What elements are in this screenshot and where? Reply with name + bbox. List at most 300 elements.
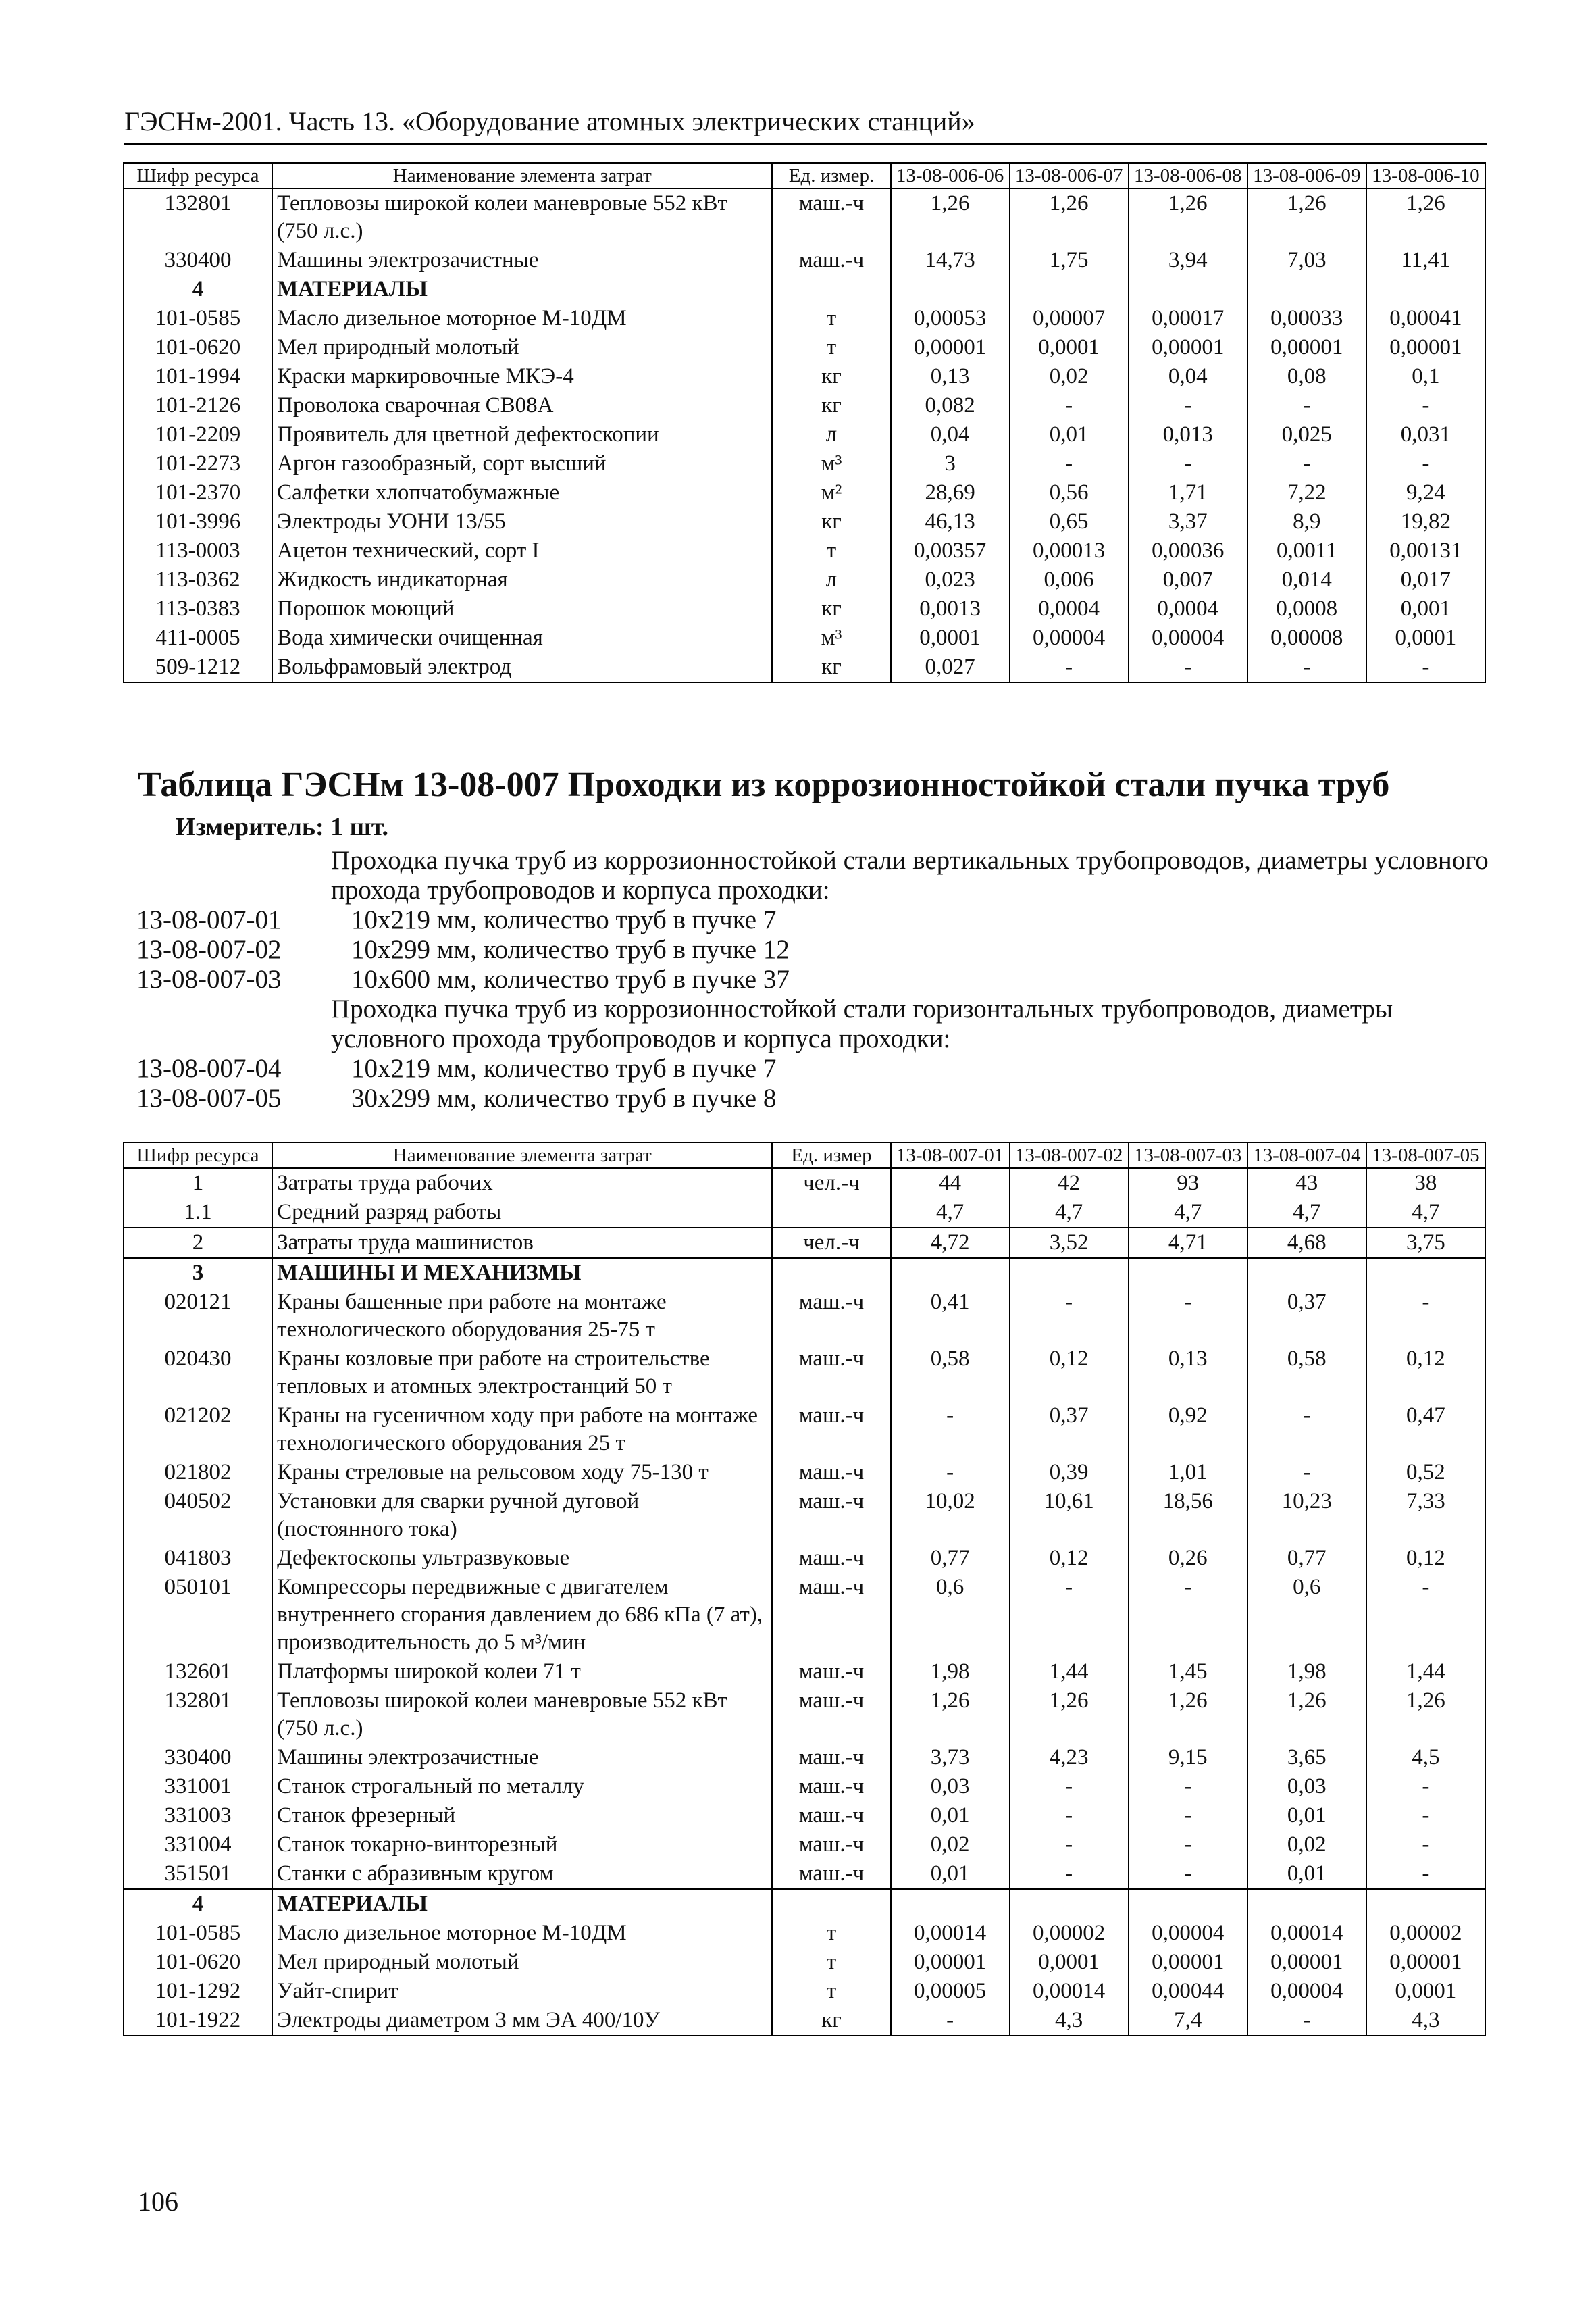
consumption-value-cell xyxy=(1129,1889,1247,1919)
unit-cell: маш.-ч xyxy=(772,246,890,275)
consumption-value-cell: 43 xyxy=(1247,1168,1366,1198)
consumption-value-cell: - xyxy=(1129,1772,1247,1801)
consumption-value-cell: 4,23 xyxy=(1010,1743,1129,1772)
consumption-value-cell: - xyxy=(1247,1401,1366,1458)
unit-cell: м² xyxy=(772,478,890,507)
norm-description: 10х600 мм, количество труб в пучке 37 xyxy=(351,965,790,994)
consumption-value-cell xyxy=(891,1258,1010,1288)
table-row xyxy=(124,1772,1485,1801)
consumption-value-cell: - xyxy=(1129,449,1247,478)
header-norm-code: 13-08-006-08 xyxy=(1129,163,1247,188)
consumption-value-cell: - xyxy=(1366,1801,1485,1830)
unit-cell: т xyxy=(772,304,890,333)
cost-element-name-cell: Тепловозы широкой колеи маневровые 552 кВт (750 л.с.) xyxy=(272,188,772,246)
cost-element-name-cell: Ацетон технический, сорт I xyxy=(272,536,772,565)
cost-element-name-cell: Краны стреловые на рельсовом ходу 75-130 т xyxy=(272,1458,772,1487)
consumption-value-cell: 0,007 xyxy=(1129,565,1247,595)
norm-code: 13-08-007-02 xyxy=(136,935,282,964)
consumption-value-cell: 0,37 xyxy=(1247,1288,1366,1344)
consumption-value-cell: 0,12 xyxy=(1366,1344,1485,1401)
resource-table-13-08-007 xyxy=(123,1142,1486,2036)
consumption-value-cell: 0,00017 xyxy=(1129,304,1247,333)
consumption-value-cell: 0,01 xyxy=(1010,420,1129,449)
resource-code-cell: 101-2126 xyxy=(124,391,272,420)
cost-element-name-cell: Уайт-спирит xyxy=(272,1977,772,2006)
consumption-value-cell: 1,75 xyxy=(1010,246,1129,275)
consumption-value-cell: 11,41 xyxy=(1366,246,1485,275)
table-row xyxy=(124,1830,1485,1859)
consumption-value-cell: 0,41 xyxy=(891,1288,1010,1344)
table-row xyxy=(124,246,1485,275)
consumption-value-cell: 0,58 xyxy=(1247,1344,1366,1401)
header-norm-code: 13-08-007-05 xyxy=(1366,1142,1485,1168)
table-row xyxy=(124,653,1485,682)
table-row xyxy=(124,391,1485,420)
resource-code-cell: 021202 xyxy=(124,1401,272,1458)
consumption-value-cell: - xyxy=(1010,653,1129,682)
cost-element-name-cell: Дефектоскопы ультразвуковые xyxy=(272,1544,772,1573)
consumption-value-cell: 10,23 xyxy=(1247,1487,1366,1544)
resource-code-cell: 101-0620 xyxy=(124,333,272,362)
consumption-value-cell: - xyxy=(1366,449,1485,478)
consumption-value-cell: - xyxy=(1129,1859,1247,1889)
norm-code: 13-08-007-05 xyxy=(136,1084,282,1113)
unit-cell: кг xyxy=(772,391,890,420)
consumption-value-cell: 0,01 xyxy=(891,1801,1010,1830)
consumption-value-cell: 0,56 xyxy=(1010,478,1129,507)
unit-cell: маш.-ч xyxy=(772,1487,890,1544)
consumption-value-cell: 7,4 xyxy=(1129,2006,1247,2036)
consumption-value-cell: 46,13 xyxy=(891,507,1010,536)
consumption-value-cell: 4,7 xyxy=(891,1198,1010,1228)
table-row xyxy=(124,1859,1485,1889)
unit-cell: кг xyxy=(772,2006,890,2036)
cost-element-name-cell: МАШИНЫ И МЕХАНИЗМЫ xyxy=(272,1258,772,1288)
consumption-value-cell: 0,52 xyxy=(1366,1458,1485,1487)
consumption-value-cell: 0,08 xyxy=(1247,362,1366,391)
consumption-value-cell: 0,027 xyxy=(891,653,1010,682)
resource-code-cell: 132801 xyxy=(124,1686,272,1743)
resource-table-13-08-006 xyxy=(123,162,1486,683)
unit-cell: м³ xyxy=(772,449,890,478)
unit-cell: маш.-ч xyxy=(772,1544,890,1573)
cost-element-name-cell: Аргон газообразный, сорт высший xyxy=(272,449,772,478)
table-row xyxy=(124,2006,1485,2036)
consumption-value-cell: - xyxy=(1247,2006,1366,2036)
consumption-value-cell: 0,00014 xyxy=(1010,1977,1129,2006)
consumption-value-cell: 0,02 xyxy=(1010,362,1129,391)
unit-cell xyxy=(772,1258,890,1288)
table-section-row xyxy=(124,1889,1485,1919)
consumption-value-cell: 1,26 xyxy=(1010,1686,1129,1743)
consumption-value-cell: 7,22 xyxy=(1247,478,1366,507)
consumption-value-cell: 1,98 xyxy=(1247,1657,1366,1686)
consumption-value-cell: 0,00131 xyxy=(1366,536,1485,565)
consumption-value-cell xyxy=(1010,275,1129,304)
consumption-value-cell: 0,04 xyxy=(891,420,1010,449)
cost-element-name-cell: Машины электрозачистные xyxy=(272,1743,772,1772)
norm-description: 10х219 мм, количество труб в пучке 7 xyxy=(351,905,777,934)
consumption-value-cell: 1,98 xyxy=(891,1657,1010,1686)
consumption-value-cell: 0,00004 xyxy=(1129,624,1247,653)
cost-element-name-cell: Масло дизельное моторное М-10ДМ xyxy=(272,1919,772,1948)
cost-element-name-cell: Компрессоры передвижные с двигателем внутреннего сгорания давлением до 686 кПа (7 ат), производительность до 5 м³/мин xyxy=(272,1573,772,1657)
consumption-value-cell: 3,94 xyxy=(1129,246,1247,275)
table-row xyxy=(124,1573,1485,1657)
consumption-value-cell: 0,001 xyxy=(1366,595,1485,624)
resource-code-cell: 101-3996 xyxy=(124,507,272,536)
header-norm-code: 13-08-007-03 xyxy=(1129,1142,1247,1168)
consumption-value-cell: 1,26 xyxy=(1247,188,1366,246)
consumption-value-cell: 0,00005 xyxy=(891,1977,1010,2006)
consumption-value-cell: 0,13 xyxy=(1129,1344,1247,1401)
table-row xyxy=(124,1198,1485,1228)
consumption-value-cell xyxy=(1010,1258,1129,1288)
consumption-value-cell: - xyxy=(1129,653,1247,682)
consumption-value-cell: 0,031 xyxy=(1366,420,1485,449)
table-row xyxy=(124,420,1485,449)
unit-cell: маш.-ч xyxy=(772,1573,890,1657)
consumption-value-cell: 0,023 xyxy=(891,565,1010,595)
consumption-value-cell: 0,0001 xyxy=(891,624,1010,653)
unit-cell: маш.-ч xyxy=(772,1743,890,1772)
table-row xyxy=(124,1977,1485,2006)
consumption-value-cell: - xyxy=(1010,391,1129,420)
resource-code-cell: 4 xyxy=(124,275,272,304)
consumption-value-cell: 4,7 xyxy=(1010,1198,1129,1228)
consumption-value-cell: 0,12 xyxy=(1366,1544,1485,1573)
consumption-value-cell: 0,0011 xyxy=(1247,536,1366,565)
cost-element-name-cell: Станки с абразивным кругом xyxy=(272,1859,772,1889)
consumption-value-cell: 0,02 xyxy=(1247,1830,1366,1859)
resource-code-cell: 020430 xyxy=(124,1344,272,1401)
resource-code-cell: 330400 xyxy=(124,246,272,275)
consumption-value-cell: - xyxy=(1366,1859,1485,1889)
consumption-value-cell: 1,26 xyxy=(1010,188,1129,246)
consumption-value-cell: 3,75 xyxy=(1366,1228,1485,1258)
consumption-value-cell: 0,00007 xyxy=(1010,304,1129,333)
consumption-value-cell: 9,24 xyxy=(1366,478,1485,507)
header-resource-code: Шифр ресурса xyxy=(124,163,272,188)
resource-code-cell: 113-0003 xyxy=(124,536,272,565)
consumption-value-cell: 0,47 xyxy=(1366,1401,1485,1458)
unit-cell: маш.-ч xyxy=(772,1288,890,1344)
consumption-value-cell xyxy=(1247,1258,1366,1288)
cost-element-name-cell: Краны на гусеничном ходу при работе на монтаже технологического оборудования 25 т xyxy=(272,1401,772,1458)
cost-element-name-cell: Затраты труда машинистов xyxy=(272,1228,772,1258)
consumption-value-cell: 4,72 xyxy=(891,1228,1010,1258)
consumption-value-cell: 4,7 xyxy=(1366,1198,1485,1228)
unit-cell: маш.-ч xyxy=(772,1686,890,1743)
resource-code-cell: 113-0362 xyxy=(124,565,272,595)
unit-cell: т xyxy=(772,1948,890,1977)
consumption-value-cell: 0,26 xyxy=(1129,1544,1247,1573)
unit-cell: т xyxy=(772,1919,890,1948)
resource-code-cell: 331004 xyxy=(124,1830,272,1859)
table-row xyxy=(124,1919,1485,1948)
cost-element-name-cell: Жидкость индикаторная xyxy=(272,565,772,595)
unit-cell: т xyxy=(772,536,890,565)
header-norm-code: 13-08-006-07 xyxy=(1010,163,1129,188)
consumption-value-cell: 3,73 xyxy=(891,1743,1010,1772)
unit-cell: маш.-ч xyxy=(772,1458,890,1487)
consumption-value-cell: - xyxy=(1366,653,1485,682)
unit-cell: л xyxy=(772,420,890,449)
consumption-value-cell: - xyxy=(1366,391,1485,420)
consumption-value-cell: 1,26 xyxy=(891,188,1010,246)
table-row xyxy=(124,1401,1485,1458)
consumption-value-cell: 0,013 xyxy=(1129,420,1247,449)
unit-cell: маш.-ч xyxy=(772,1344,890,1401)
unit-cell: маш.-ч xyxy=(772,1772,890,1801)
resource-code-cell: 509-1212 xyxy=(124,653,272,682)
resource-code-cell: 330400 xyxy=(124,1743,272,1772)
consumption-value-cell: 3,52 xyxy=(1010,1228,1129,1258)
cost-element-name-cell: Машины электрозачистные xyxy=(272,246,772,275)
consumption-value-cell: 0,00357 xyxy=(891,536,1010,565)
cost-element-name-cell: Проволока сварочная СВ08А xyxy=(272,391,772,420)
consumption-value-cell: 0,00004 xyxy=(1010,624,1129,653)
consumption-value-cell: 44 xyxy=(891,1168,1010,1198)
norm-code: 13-08-007-01 xyxy=(136,905,282,934)
cost-element-name-cell: Масло дизельное моторное М-10ДМ xyxy=(272,304,772,333)
table-row xyxy=(124,1743,1485,1772)
consumption-value-cell: 0,00014 xyxy=(1247,1919,1366,1948)
consumption-value-cell: - xyxy=(1129,1573,1247,1657)
table-row xyxy=(124,1344,1485,1401)
cost-element-name-cell: Электроды УОНИ 13/55 xyxy=(272,507,772,536)
table-row xyxy=(124,565,1485,595)
consumption-value-cell: 0,00001 xyxy=(1129,333,1247,362)
cost-element-name-cell: Платформы широкой колеи 71 т xyxy=(272,1657,772,1686)
consumption-value-cell: 1,26 xyxy=(1129,188,1247,246)
consumption-value-cell: 0,00001 xyxy=(1366,333,1485,362)
consumption-value-cell: 0,014 xyxy=(1247,565,1366,595)
resource-code-cell: 132601 xyxy=(124,1657,272,1686)
consumption-value-cell: 0,0004 xyxy=(1010,595,1129,624)
consumption-value-cell: 0,01 xyxy=(1247,1801,1366,1830)
table-row xyxy=(124,1168,1485,1198)
consumption-value-cell: 0,0004 xyxy=(1129,595,1247,624)
consumption-value-cell: 7,03 xyxy=(1247,246,1366,275)
description-vertical: Проходка пучка труб из коррозионностойкой стали вертикальных трубопроводов, диаметры условного прохода трубопроводов и корпуса проходки: xyxy=(331,846,1489,905)
consumption-value-cell: 0,77 xyxy=(1247,1544,1366,1573)
unit-cell: кг xyxy=(772,507,890,536)
unit-cell: маш.-ч xyxy=(772,188,890,246)
consumption-value-cell: 1,44 xyxy=(1366,1657,1485,1686)
cost-element-name-cell: Средний разряд работы xyxy=(272,1198,772,1228)
cost-element-name-cell: Установки для сварки ручной дуговой (постоянного тока) xyxy=(272,1487,772,1544)
consumption-value-cell: 1,26 xyxy=(1129,1686,1247,1743)
header-cost-element-name: Наименование элемента затрат xyxy=(272,1142,772,1168)
consumption-value-cell: 0,65 xyxy=(1010,507,1129,536)
consumption-value-cell: 42 xyxy=(1010,1168,1129,1198)
consumption-value-cell: 19,82 xyxy=(1366,507,1485,536)
description-horizontal: Проходка пучка труб из коррозионностойкой стали горизонтальных трубопроводов, диаметры условного прохода трубопроводов и корпуса проходки: xyxy=(331,995,1393,1053)
cost-element-name-cell: Электроды диаметром 3 мм ЭА 400/10У xyxy=(272,2006,772,2036)
consumption-value-cell: 0,00041 xyxy=(1366,304,1485,333)
cost-element-name-cell: Затраты труда рабочих xyxy=(272,1168,772,1198)
header-norm-code: 13-08-007-02 xyxy=(1010,1142,1129,1168)
resource-code-cell: 020121 xyxy=(124,1288,272,1344)
resource-code-cell: 101-0585 xyxy=(124,304,272,333)
cost-element-name-cell: Вольфрамовый электрод xyxy=(272,653,772,682)
table-row xyxy=(124,1458,1485,1487)
consumption-value-cell: - xyxy=(1010,1573,1129,1657)
resource-code-cell: 041803 xyxy=(124,1544,272,1573)
consumption-value-cell: 0,00001 xyxy=(891,1948,1010,1977)
consumption-value-cell: 10,02 xyxy=(891,1487,1010,1544)
unit-cell: т xyxy=(772,333,890,362)
cost-element-name-cell: Краски маркировочные МКЭ-4 xyxy=(272,362,772,391)
consumption-value-cell: 0,00001 xyxy=(1129,1948,1247,1977)
consumption-value-cell: 4,68 xyxy=(1247,1228,1366,1258)
cost-element-name-cell: Вода химически очищенная xyxy=(272,624,772,653)
consumption-value-cell: 0,00014 xyxy=(891,1919,1010,1948)
consumption-value-cell: - xyxy=(1366,1288,1485,1344)
consumption-value-cell: 1,44 xyxy=(1010,1657,1129,1686)
resource-code-cell: 101-1922 xyxy=(124,2006,272,2036)
unit-cell: маш.-ч xyxy=(772,1401,890,1458)
running-header: ГЭСНм-2001. Часть 13. «Оборудование атомных электрических станций» xyxy=(124,104,1487,145)
consumption-value-cell: 1,26 xyxy=(1366,188,1485,246)
cost-element-name-cell: Краны башенные при работе на монтаже технологического оборудования 25-75 т xyxy=(272,1288,772,1344)
cost-element-name-cell: МАТЕРИАЛЫ xyxy=(272,275,772,304)
table-row xyxy=(124,449,1485,478)
cost-element-name-cell: Станок строгальный по металлу xyxy=(272,1772,772,1801)
consumption-value-cell: 0,0001 xyxy=(1010,333,1129,362)
consumption-value-cell: 0,017 xyxy=(1366,565,1485,595)
norm-description: 10х219 мм, количество труб в пучке 7 xyxy=(351,1054,777,1083)
resource-code-cell: 411-0005 xyxy=(124,624,272,653)
resource-code-cell: 331001 xyxy=(124,1772,272,1801)
consumption-value-cell: - xyxy=(1129,1288,1247,1344)
consumption-value-cell: 0,025 xyxy=(1247,420,1366,449)
consumption-value-cell: - xyxy=(1010,1801,1129,1830)
table-row xyxy=(124,333,1485,362)
consumption-value-cell: 1,26 xyxy=(1247,1686,1366,1743)
consumption-value-cell: 4,7 xyxy=(1247,1198,1366,1228)
resource-code-cell: 101-1994 xyxy=(124,362,272,391)
consumption-value-cell: 1,26 xyxy=(891,1686,1010,1743)
consumption-value-cell: 0,13 xyxy=(891,362,1010,391)
consumption-value-cell: - xyxy=(1247,449,1366,478)
consumption-value-cell: 0,00044 xyxy=(1129,1977,1247,2006)
resource-code-cell: 101-2209 xyxy=(124,420,272,449)
consumption-value-cell: - xyxy=(1010,1772,1129,1801)
unit-cell: маш.-ч xyxy=(772,1859,890,1889)
resource-code-cell: 1 xyxy=(124,1168,272,1198)
norm-description: 10х299 мм, количество труб в пучке 12 xyxy=(351,935,790,964)
consumption-value-cell: 10,61 xyxy=(1010,1487,1129,1544)
consumption-value-cell: 3,65 xyxy=(1247,1743,1366,1772)
consumption-value-cell: 7,33 xyxy=(1366,1487,1485,1544)
consumption-value-cell: 0,02 xyxy=(891,1830,1010,1859)
consumption-value-cell: 0,39 xyxy=(1010,1458,1129,1487)
table-row xyxy=(124,304,1485,333)
table-row xyxy=(124,1487,1485,1544)
header-norm-code: 13-08-006-10 xyxy=(1366,163,1485,188)
resource-code-cell: 4 xyxy=(124,1889,272,1919)
consumption-value-cell xyxy=(891,1889,1010,1919)
page-number: 106 xyxy=(138,2186,178,2217)
consumption-value-cell: 1,71 xyxy=(1129,478,1247,507)
table-row xyxy=(124,624,1485,653)
consumption-value-cell: 0,12 xyxy=(1010,1344,1129,1401)
table-row xyxy=(124,1657,1485,1686)
cost-element-name-cell: Мел природный молотый xyxy=(272,1948,772,1977)
resource-code-cell: 040502 xyxy=(124,1487,272,1544)
header-norm-code: 13-08-006-06 xyxy=(891,163,1010,188)
cost-element-name-cell: Салфетки хлопчатобумажные xyxy=(272,478,772,507)
table-row xyxy=(124,1228,1485,1258)
unit-cell: кг xyxy=(772,653,890,682)
consumption-value-cell: - xyxy=(1366,1830,1485,1859)
table-row xyxy=(124,1801,1485,1830)
consumption-value-cell: - xyxy=(1129,1801,1247,1830)
consumption-value-cell: 8,9 xyxy=(1247,507,1366,536)
cost-element-name-cell: МАТЕРИАЛЫ xyxy=(272,1889,772,1919)
consumption-value-cell: - xyxy=(1010,449,1129,478)
consumption-value-cell: 0,00002 xyxy=(1366,1919,1485,1948)
table-row xyxy=(124,1288,1485,1344)
consumption-value-cell: - xyxy=(1010,1859,1129,1889)
consumption-value-cell: 0,00008 xyxy=(1247,624,1366,653)
consumption-value-cell: 0,0013 xyxy=(891,595,1010,624)
table-body xyxy=(124,188,1485,682)
cost-element-name-cell: Краны козловые при работе на строительстве тепловых и атомных электростанций 50 т xyxy=(272,1344,772,1401)
table-row xyxy=(124,507,1485,536)
consumption-value-cell: 3,37 xyxy=(1129,507,1247,536)
consumption-value-cell: 93 xyxy=(1129,1168,1247,1198)
resource-code-cell: 1.1 xyxy=(124,1198,272,1228)
consumption-value-cell: 0,00001 xyxy=(1366,1948,1485,1977)
consumption-value-cell: 0,37 xyxy=(1010,1401,1129,1458)
header-norm-code: 13-08-007-04 xyxy=(1247,1142,1366,1168)
table-row xyxy=(124,362,1485,391)
unit-cell: кг xyxy=(772,362,890,391)
header-cost-element-name: Наименование элемента затрат xyxy=(272,163,772,188)
consumption-value-cell: - xyxy=(1366,1573,1485,1657)
resource-code-cell: 101-0585 xyxy=(124,1919,272,1948)
consumption-value-cell: 0,92 xyxy=(1129,1401,1247,1458)
unit-cell xyxy=(772,1889,890,1919)
consumption-value-cell: - xyxy=(1247,391,1366,420)
consumption-value-cell: 1,26 xyxy=(1366,1686,1485,1743)
header-norm-code: 13-08-007-01 xyxy=(891,1142,1010,1168)
consumption-value-cell: 0,0001 xyxy=(1010,1948,1129,1977)
consumption-value-cell: 0,00002 xyxy=(1010,1919,1129,1948)
table-row xyxy=(124,1948,1485,1977)
cost-element-name-cell: Тепловозы широкой колеи маневровые 552 кВт (750 л.с.) xyxy=(272,1686,772,1743)
consumption-value-cell: 38 xyxy=(1366,1168,1485,1198)
consumption-value-cell xyxy=(1247,275,1366,304)
consumption-value-cell: 0,00033 xyxy=(1247,304,1366,333)
resource-code-cell: 3 xyxy=(124,1258,272,1288)
consumption-value-cell: 0,12 xyxy=(1010,1544,1129,1573)
consumption-value-cell: - xyxy=(1010,1830,1129,1859)
consumption-value-cell: - xyxy=(1366,1772,1485,1801)
resource-code-cell: 2 xyxy=(124,1228,272,1258)
consumption-value-cell: 0,01 xyxy=(1247,1859,1366,1889)
consumption-value-cell: 0,00001 xyxy=(1247,333,1366,362)
consumption-value-cell: 1,45 xyxy=(1129,1657,1247,1686)
consumption-value-cell: 0,0008 xyxy=(1247,595,1366,624)
consumption-value-cell: - xyxy=(1247,653,1366,682)
cost-element-name-cell: Станок токарно-винторезный xyxy=(272,1830,772,1859)
unit-cell: маш.-ч xyxy=(772,1801,890,1830)
consumption-value-cell xyxy=(1247,1889,1366,1919)
